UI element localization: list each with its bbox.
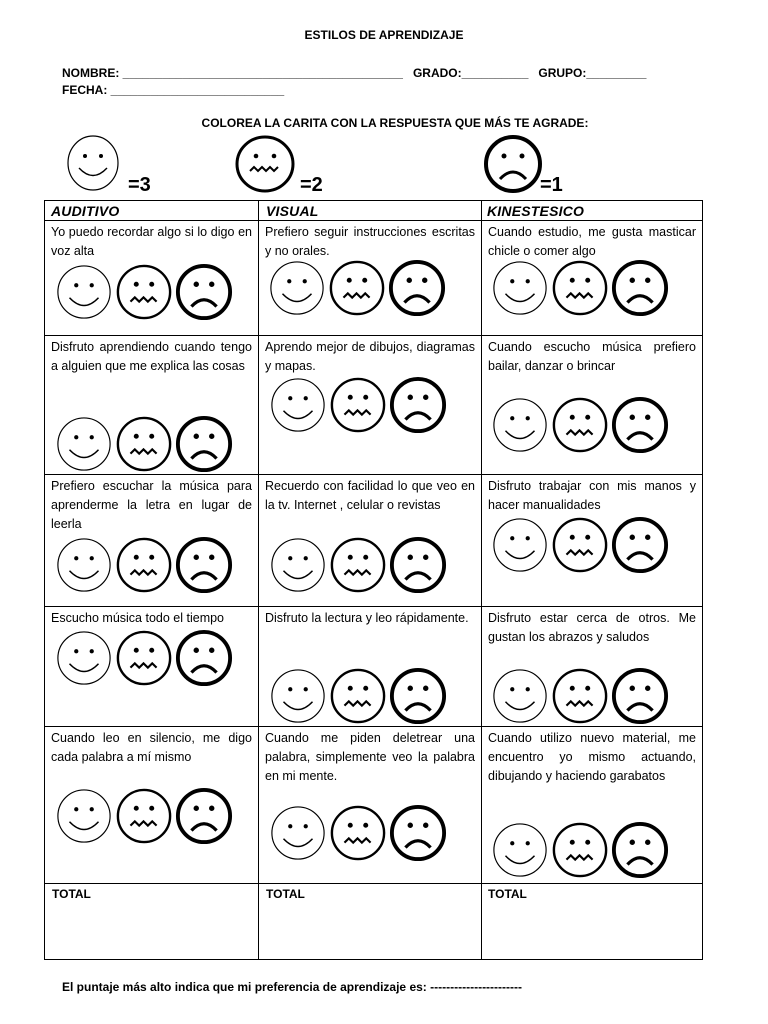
auditivo-item-1: Yo puedo recordar algo si lo digo en voz alta	[51, 225, 252, 258]
visual-item-3: Recuerdo con facilidad lo que veo en la tv. Internet , celular o revistas	[265, 479, 475, 512]
smiley-face-icon[interactable]	[491, 396, 549, 454]
worried-face-icon[interactable]	[115, 536, 173, 594]
visual-item-2: Aprendo mejor de dibujos, diagramas y mapas.	[265, 340, 475, 373]
sad-face-icon[interactable]	[389, 376, 447, 434]
smiley-face-icon[interactable]	[269, 667, 327, 725]
worried-face-icon[interactable]	[329, 536, 387, 594]
kinestesico-item-5: Cuando utilizo nuevo material, me encuentro yo mismo actuando, dibujando y haciendo garabatos	[488, 731, 696, 783]
sad-face-icon[interactable]	[611, 516, 669, 574]
sad-face-icon[interactable]	[175, 787, 233, 845]
sad-face-icon[interactable]	[389, 804, 447, 862]
smiley-face-icon[interactable]	[268, 259, 326, 317]
kinestesico-item-4: Disfruto estar cerca de otros. Me gustan los abrazos y saludos	[488, 611, 696, 644]
auditivo-item-3: Prefiero escuchar la música para aprenderme la letra en lugar de leerla	[51, 479, 252, 531]
smiley-face-icon[interactable]	[269, 804, 327, 862]
visual-item-5: Cuando me piden deletrear una palabra, simplemente veo la palabra en mi mente.	[265, 731, 475, 783]
total-auditivo: TOTAL	[52, 887, 91, 901]
smiley-face-icon[interactable]	[491, 821, 549, 879]
legend-sad-face-icon	[484, 135, 544, 195]
visual-item-4: Disfruto la lectura y leo rápidamente.	[265, 611, 469, 625]
page-title: ESTILOS DE APRENDIZAJE	[304, 28, 464, 42]
worried-face-icon[interactable]	[115, 263, 173, 321]
smiley-face-icon[interactable]	[55, 263, 113, 321]
smiley-face-icon[interactable]	[55, 536, 113, 594]
sad-face-icon[interactable]	[389, 536, 447, 594]
sad-face-icon[interactable]	[388, 259, 446, 317]
smiley-face-icon[interactable]	[55, 787, 113, 845]
sad-face-icon[interactable]	[175, 415, 233, 473]
auditivo-item-5: Cuando leo en silencio, me digo cada palabra a mí mismo	[51, 731, 252, 764]
smiley-face-icon[interactable]	[491, 516, 549, 574]
sad-face-icon[interactable]	[175, 536, 233, 594]
worried-face-icon[interactable]	[551, 821, 609, 879]
legend-value-2: =2	[300, 174, 323, 196]
sad-face-icon[interactable]	[611, 259, 669, 317]
smiley-face-icon[interactable]	[269, 376, 327, 434]
auditivo-item-4: Escucho música todo el tiempo	[51, 611, 225, 625]
worried-face-icon[interactable]	[329, 804, 387, 862]
worried-face-icon[interactable]	[115, 415, 173, 473]
worried-face-icon[interactable]	[115, 787, 173, 845]
worried-face-icon[interactable]	[115, 629, 173, 687]
sad-face-icon[interactable]	[611, 821, 669, 879]
worried-face-icon[interactable]	[551, 396, 609, 454]
legend-value-3: =3	[128, 174, 151, 196]
worried-face-icon[interactable]	[551, 667, 609, 725]
sad-face-icon[interactable]	[611, 667, 669, 725]
sad-face-icon[interactable]	[389, 667, 447, 725]
worried-face-icon[interactable]	[329, 667, 387, 725]
smiley-face-icon[interactable]	[491, 667, 549, 725]
smiley-face-icon[interactable]	[491, 259, 549, 317]
date-line[interactable]: FECHA: __________________________	[62, 83, 285, 97]
kinestesico-item-1: Cuando estudio, me gusta masticar chicle o comer algo	[488, 225, 696, 258]
smiley-face-icon[interactable]	[55, 629, 113, 687]
learning-styles-table	[44, 200, 703, 960]
total-visual: TOTAL	[266, 887, 305, 901]
smiley-face-icon[interactable]	[269, 536, 327, 594]
legend-smiley-face-icon	[66, 133, 120, 193]
name-grade-group-line[interactable]: NOMBRE: __________________________________________ GRADO:__________ GRUPO:_________	[62, 66, 647, 80]
worried-face-icon[interactable]	[329, 376, 387, 434]
legend-worried-face-icon	[234, 134, 296, 194]
sad-face-icon[interactable]	[175, 629, 233, 687]
worried-face-icon[interactable]	[328, 259, 386, 317]
kinestesico-item-2: Cuando escucho música prefiero bailar, danzar o brincar	[488, 340, 696, 373]
worried-face-icon[interactable]	[551, 259, 609, 317]
column-header-kinestesico: KINESTESICO	[487, 203, 585, 219]
smiley-face-icon[interactable]	[55, 415, 113, 473]
footer-result-line[interactable]: El puntaje más alto indica que mi preferencia de aprendizaje es: -----------------------	[62, 980, 523, 994]
sad-face-icon[interactable]	[611, 396, 669, 454]
column-header-visual: VISUAL	[266, 203, 319, 219]
sad-face-icon[interactable]	[175, 263, 233, 321]
column-header-auditivo: AUDITIVO	[51, 203, 120, 219]
auditivo-item-2: Disfruto aprendiendo cuando tengo a alguien que me explica las cosas	[51, 340, 252, 373]
visual-item-1: Prefiero seguir instrucciones escritas y no orales.	[265, 225, 475, 258]
total-kinestesico: TOTAL	[488, 887, 527, 901]
kinestesico-item-3: Disfruto trabajar con mis manos y hacer manualidades	[488, 479, 696, 512]
instruction-text: COLOREA LA CARITA CON LA RESPUESTA QUE MÁS TE AGRADE:	[201, 116, 589, 130]
worried-face-icon[interactable]	[551, 516, 609, 574]
legend-value-1: =1	[540, 174, 563, 196]
